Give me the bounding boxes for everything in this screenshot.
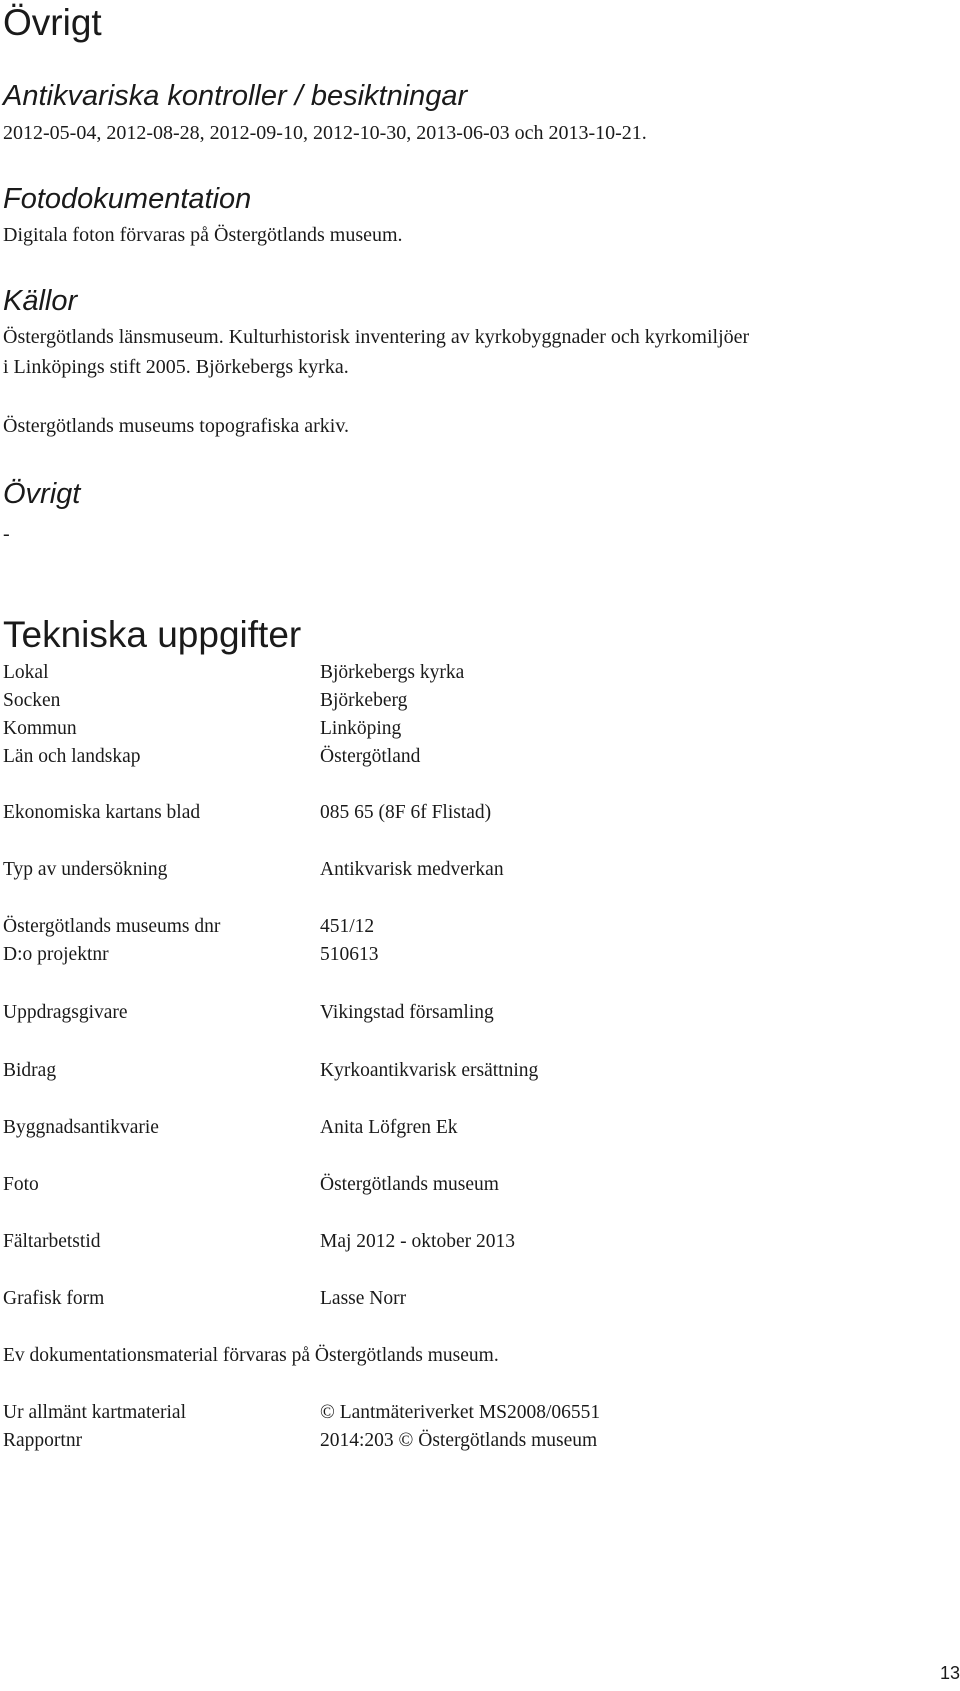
label-uppdragsgivare: Uppdragsgivare <box>3 1002 128 1023</box>
value-ekonomiska: 085 65 (8F 6f Flistad) <box>320 802 492 823</box>
label-byggnadsantikvarie: Byggnadsantikvarie <box>3 1117 159 1138</box>
label-ekonomiska: Ekonomiska kartans blad <box>3 802 201 823</box>
label-lan: Län och landskap <box>3 746 141 767</box>
ovrigt-text: - <box>3 523 10 545</box>
value-kartmaterial: © Lantmäteriverket MS2008/06551 <box>320 1402 601 1423</box>
label-foto: Foto <box>3 1174 39 1195</box>
value-projektnr: 510613 <box>320 944 379 965</box>
heading-tekniska-uppgifter: Tekniska uppgifter <box>3 614 302 655</box>
value-socken: Björkeberg <box>320 690 408 711</box>
value-rapportnr: 2014:203 © Östergötlands museum <box>320 1430 598 1451</box>
ev-dokumentation-note: Ev dokumentationsmaterial förvaras på Östergötlands museum. <box>3 1345 499 1366</box>
heading-fotodokumentation: Fotodokumentation <box>3 183 252 215</box>
label-faltarbetstid: Fältarbetstid <box>3 1231 101 1252</box>
label-bidrag: Bidrag <box>3 1060 57 1081</box>
value-kommun: Linköping <box>320 718 402 739</box>
label-projektnr: D:o projektnr <box>3 944 109 965</box>
value-lokal: Björkebergs kyrka <box>320 662 465 683</box>
label-rapportnr: Rapportnr <box>3 1430 83 1451</box>
kallor-line-3: Östergötlands museums topografiska arkiv. <box>3 415 350 437</box>
value-typ: Antikvarisk medverkan <box>320 859 504 880</box>
value-dnr: 451/12 <box>320 916 375 937</box>
value-uppdragsgivare: Vikingstad församling <box>320 1002 494 1023</box>
value-grafisk-form: Lasse Norr <box>320 1288 407 1309</box>
value-faltarbetstid: Maj 2012 - oktober 2013 <box>320 1231 515 1252</box>
label-socken: Socken <box>3 690 61 711</box>
label-grafisk-form: Grafisk form <box>3 1288 105 1309</box>
page-title-ovrigt: Övrigt <box>3 2 102 43</box>
page-number: 13 <box>939 1663 960 1683</box>
kallor-line-1: Östergötlands länsmuseum. Kulturhistorisk inventering av kyrkobyggnader och kyrkomiljöer <box>3 326 750 348</box>
label-lokal: Lokal <box>3 662 49 683</box>
kallor-line-2: i Linköpings stift 2005. Björkebergs kyrka. <box>3 356 349 378</box>
foto-text: Digitala foton förvaras på Östergötlands museum. <box>3 224 403 246</box>
kontroller-dates: 2012-05-04, 2012-08-28, 2012-09-10, 2012-10-30, 2013-06-03 och 2013-10-21. <box>3 122 647 144</box>
label-kommun: Kommun <box>3 718 77 739</box>
label-typ: Typ av undersökning <box>3 859 168 880</box>
label-kartmaterial: Ur allmänt kartmaterial <box>3 1402 187 1423</box>
value-byggnadsantikvarie: Anita Löfgren Ek <box>320 1117 458 1138</box>
heading-antikvariska-kontroller: Antikvariska kontroller / besiktningar <box>3 80 468 112</box>
label-dnr: Östergötlands museums dnr <box>3 916 221 937</box>
value-lan: Östergötland <box>320 746 421 767</box>
value-foto: Östergötlands museum <box>320 1174 499 1195</box>
heading-ovrigt: Övrigt <box>3 478 81 510</box>
heading-kallor: Källor <box>3 285 78 317</box>
value-bidrag: Kyrkoantikvarisk ersättning <box>320 1060 539 1081</box>
